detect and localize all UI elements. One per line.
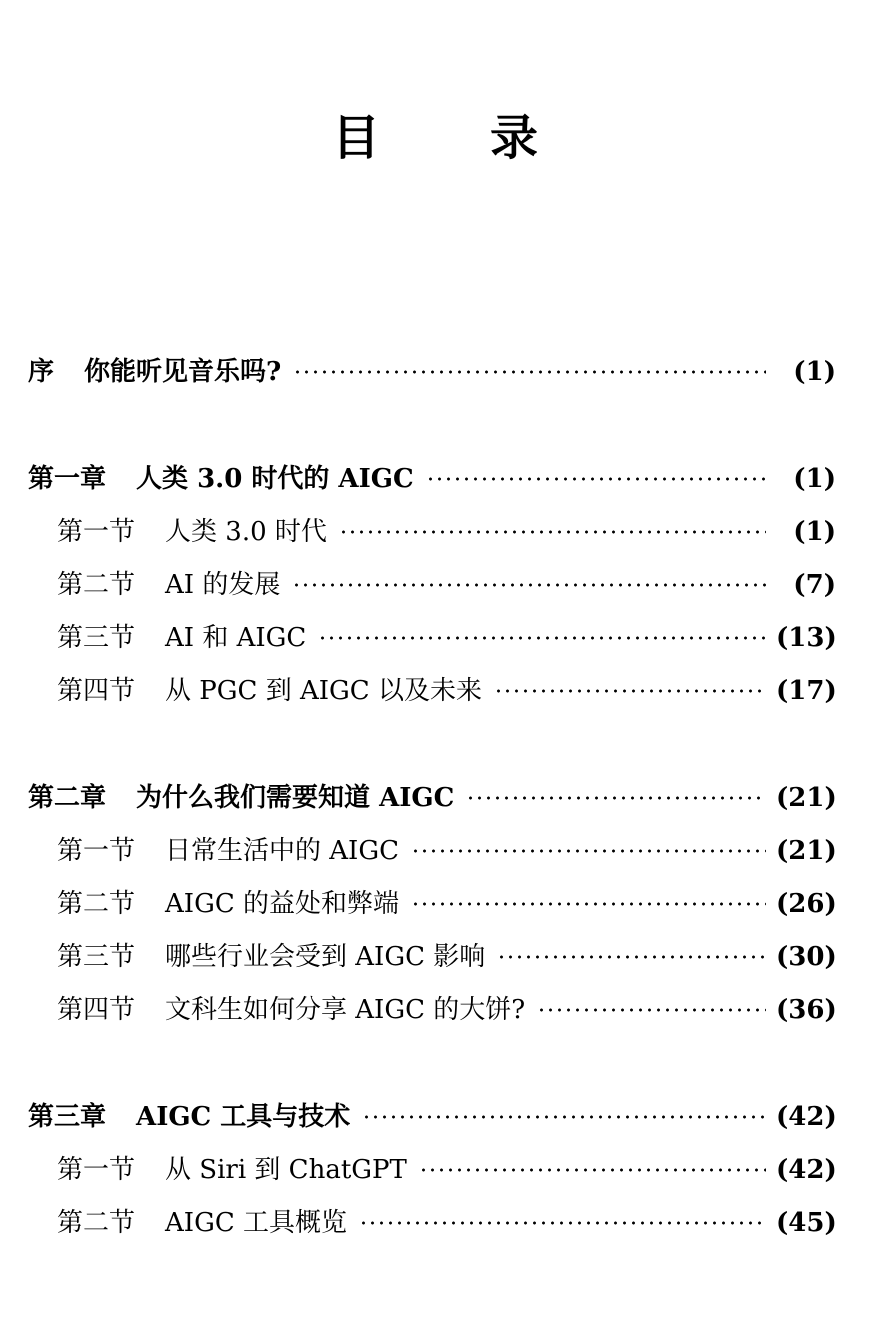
toc-entry-page: (21) bbox=[776, 836, 837, 866]
dot-leader bbox=[497, 955, 766, 959]
toc-entry-section[interactable] bbox=[0, 512, 870, 552]
toc-entry-label: 第三节 bbox=[57, 942, 136, 972]
toc-entry-preface[interactable] bbox=[0, 352, 870, 392]
toc-entry-title: 文科生如何分享 AIGC 的大饼? bbox=[165, 995, 526, 1025]
toc-entry-title: 哪些行业会受到 AIGC 影响 bbox=[165, 942, 486, 972]
title-char-1: 目 bbox=[331, 110, 380, 166]
toc-entry-title: AI 的发展 bbox=[165, 570, 281, 600]
toc-entry-title: 人类 3.0 时代 bbox=[165, 517, 327, 547]
toc-entry-page: (1) bbox=[793, 357, 836, 387]
toc-entry-title: 你能听见音乐吗? bbox=[84, 357, 282, 387]
toc-entry-page: (21) bbox=[776, 783, 837, 813]
dot-leader bbox=[292, 583, 766, 587]
toc-entry-page: (42) bbox=[776, 1155, 837, 1185]
toc-entry-title: 人类 3.0 时代的 AIGC bbox=[136, 464, 414, 494]
title-char-2: 录 bbox=[490, 110, 539, 166]
dot-leader bbox=[426, 477, 766, 481]
toc-entry-title: 为什么我们需要知道 AIGC bbox=[136, 783, 455, 813]
dot-leader bbox=[411, 849, 766, 853]
toc-entry-title: AIGC 的益处和弊端 bbox=[165, 889, 399, 919]
toc-entry-section[interactable] bbox=[0, 671, 870, 711]
toc-entry-section[interactable] bbox=[0, 1203, 870, 1243]
toc-entry-label: 第四节 bbox=[57, 995, 136, 1025]
dot-leader bbox=[293, 370, 766, 374]
toc-entry-label: 第一章 bbox=[28, 464, 107, 494]
toc-entry-page: (17) bbox=[776, 676, 837, 706]
toc-entry-chapter-3[interactable] bbox=[0, 1097, 870, 1137]
toc-entry-label: 第一节 bbox=[57, 1155, 136, 1185]
toc-entry-chapter-2[interactable] bbox=[0, 778, 870, 818]
toc-entry-section[interactable] bbox=[0, 937, 870, 977]
toc-entry-label: 第二节 bbox=[57, 1208, 136, 1238]
toc-entry-label: 第一节 bbox=[57, 836, 136, 866]
dot-leader bbox=[359, 1221, 766, 1225]
toc-entry-page: (1) bbox=[793, 464, 836, 494]
toc-entry-title: AI 和 AIGC bbox=[165, 623, 307, 653]
toc-entry-page: (26) bbox=[776, 889, 837, 919]
toc-entry-label: 序 bbox=[28, 357, 55, 387]
toc-entry-title: AIGC 工具概览 bbox=[165, 1208, 347, 1238]
toc-entry-section[interactable] bbox=[0, 831, 870, 871]
dot-leader bbox=[411, 902, 766, 906]
dot-leader bbox=[537, 1008, 766, 1012]
toc-entry-page: (30) bbox=[776, 942, 837, 972]
dot-leader bbox=[494, 689, 766, 693]
toc-entry-label: 第三章 bbox=[28, 1102, 107, 1132]
toc-entry-label: 第四节 bbox=[57, 676, 136, 706]
toc-entry-section[interactable] bbox=[0, 990, 870, 1030]
toc-entry-label: 第一节 bbox=[57, 517, 136, 547]
dot-leader bbox=[318, 636, 766, 640]
toc-entry-page: (1) bbox=[793, 517, 836, 547]
toc-entry-page: (36) bbox=[776, 995, 837, 1025]
toc-entry-page: (42) bbox=[776, 1102, 837, 1132]
toc-entry-title: AIGC 工具与技术 bbox=[136, 1102, 351, 1132]
dot-leader bbox=[339, 530, 766, 534]
page-title bbox=[0, 108, 870, 168]
toc-entry-section[interactable] bbox=[0, 884, 870, 924]
dot-leader bbox=[419, 1168, 766, 1172]
toc-entry-section[interactable] bbox=[0, 1150, 870, 1190]
toc-entry-title: 日常生活中的 AIGC bbox=[165, 836, 399, 866]
toc-entry-label: 第二章 bbox=[28, 783, 107, 813]
toc-entry-section[interactable] bbox=[0, 618, 870, 658]
toc-entry-page: (7) bbox=[793, 570, 836, 600]
toc-entry-section[interactable] bbox=[0, 565, 870, 605]
toc-entry-title: 从 Siri 到 ChatGPT bbox=[165, 1155, 407, 1185]
toc-entry-chapter-1[interactable] bbox=[0, 459, 870, 499]
toc-entry-label: 第二节 bbox=[57, 570, 136, 600]
toc-entry-title: 从 PGC 到 AIGC 以及未来 bbox=[165, 676, 482, 706]
dot-leader bbox=[466, 796, 766, 800]
toc-entry-label: 第二节 bbox=[57, 889, 136, 919]
toc-entry-page: (13) bbox=[776, 623, 837, 653]
toc-entry-label: 第三节 bbox=[57, 623, 136, 653]
toc-entry-page: (45) bbox=[776, 1208, 837, 1238]
dot-leader bbox=[362, 1115, 766, 1119]
